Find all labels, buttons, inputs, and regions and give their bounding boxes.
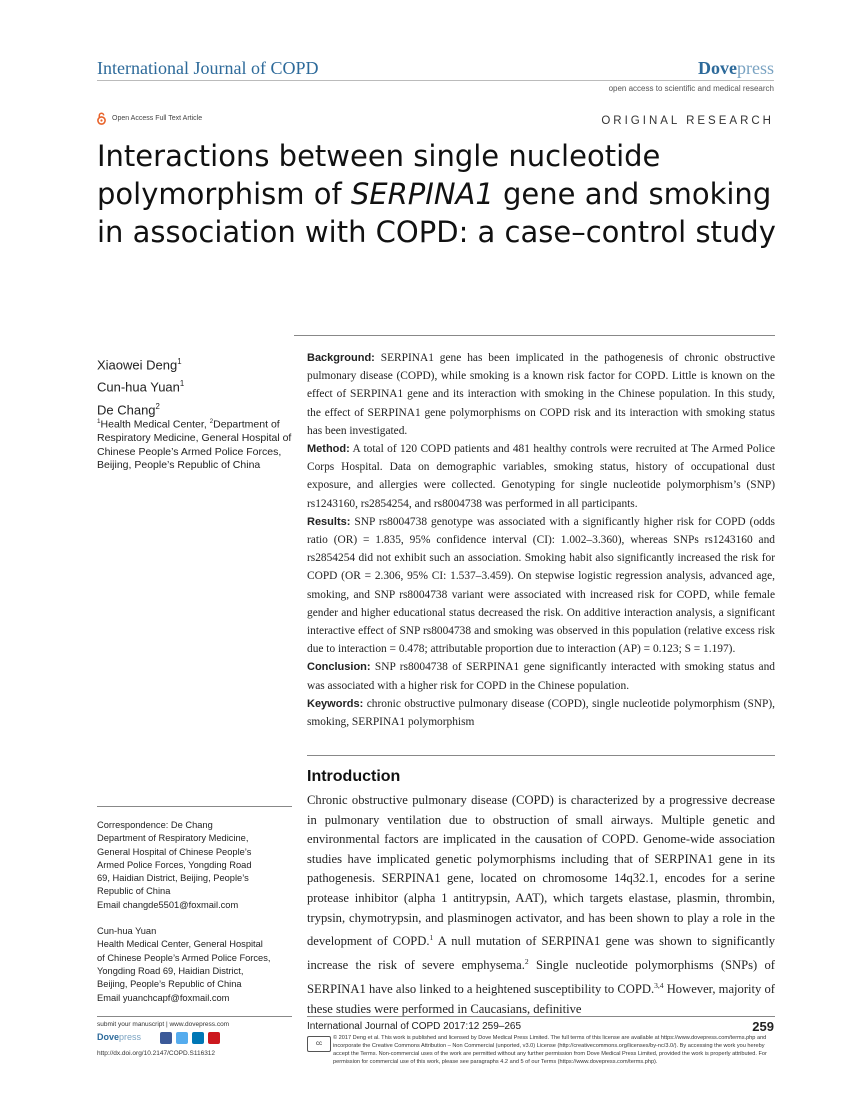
header-rule (97, 80, 774, 81)
abstract-background: Background: SERPINA1 gene has been implicated in the pathogenesis of chronic obstructive pulmonary disease (COPD), while smoking is a known risk factor for COPD. Little is known on the effect of SERPINA1 gene and its interaction with smoking in the Chinese population. In this study, the effect of SERPINA1 gene polymorphisms on COPD risk and its interaction with smoking status has been investigated. (307, 352, 775, 437)
page-number: 259 (752, 1019, 774, 1034)
author[interactable]: De Chang$^2$ (97, 401, 160, 417)
publisher-logo-bold: Dove (698, 58, 737, 78)
facebook-icon[interactable] (160, 1032, 172, 1044)
footer-rule-left (97, 1016, 292, 1017)
linkedin-icon[interactable] (192, 1032, 204, 1044)
social-links (160, 1032, 220, 1044)
title-gene: SERPINA1 (350, 177, 494, 211)
abstract-method: Method: A total of 120 COPD patients and 481 healthy controls were recruited at The Armed Police Corps Hospital. Data on demographic variables, smoking status, history of occupational dust exposure, and allergies were collected. Genotyping for single nucleotide polymorphism’s (SNP) rs1243160, rs2854254, and rs8004738 was performed in all participants. (307, 443, 775, 510)
publisher-tagline: open access to scientific and medical research (608, 84, 774, 93)
creative-commons-badge[interactable]: cc (307, 1036, 331, 1052)
footer-rule-right (307, 1016, 775, 1017)
correspondence-rule (97, 806, 292, 807)
citation[interactable]: 2 (524, 956, 529, 966)
title-rule (294, 335, 775, 336)
publisher-logo-light: press (737, 58, 774, 78)
affiliations: $^1$Health Medical Center, $^2$Department of Respiratory Medicine, General Hospital of Chinese People’s Armed Police Forces, Beijing, People’s Republic of China (97, 418, 292, 471)
youtube-icon[interactable] (208, 1032, 220, 1044)
journal-name[interactable]: International Journal of COPD (97, 58, 319, 78)
abstract-rule (307, 755, 775, 756)
citation[interactable]: 1 (429, 933, 434, 943)
introduction-body: Chronic obstructive pulmonary disease (COPD) is characterized by a progressive decrease in pulmonary ventilation due to obstruction of small airways. Multiple genetic and environmental factors are implicated in the causation of COPD. Genome-wide association studies have implicated genetic polymorphisms including that of SERPINA1 gene in its pathogenesis. SERPINA1 gene, located on chromosome 14q32.1, encodes for a serine protease inhibitor (alpha 1 antitrypsin, AAT), which targets elastase, plasmin, thrombin, trypsin, chymotrypsin, and plasminogen activator, and has been shown to play a role in the development of COPD.$^1$ A null mutation of SERPINA1 gene was shown to significantly increase the risk of severe emphysema.$^2$ Single nucleotide polymorphisms (SNPs) of SERPINA1 have also linked to a heightened susceptibility to COPD.$^{3,4}$ However, majority of these studies were performed in Caucasians, definitive (307, 793, 775, 1016)
citation[interactable]: 3,4 (654, 980, 664, 990)
doi-link[interactable]: http://dx.doi.org/10.2147/COPD.S116312 (97, 1050, 216, 1057)
abstract (307, 349, 775, 731)
author[interactable]: Cun-hua Yuan$^1$ (97, 379, 185, 395)
abstract-conclusion: Conclusion: SNP rs8004738 of SERPINA1 gene significantly interacted with smoking status and was associated with a higher risk for COPD in the Chinese population. (307, 661, 775, 692)
submit-manuscript-link[interactable]: submit your manuscript | www.dovepress.com (97, 1021, 230, 1028)
title-part-1: Interactions between single nucleotide polymorphism of (97, 139, 661, 211)
open-access-icon (97, 112, 106, 125)
publisher-logo[interactable] (698, 58, 774, 79)
open-access-text: Open Access Full Text Article (112, 115, 203, 122)
email-link[interactable]: Email yuanchcapf@foxmail.com (97, 992, 230, 1003)
twitter-icon[interactable] (176, 1032, 188, 1044)
author[interactable]: Xiaowei Deng$^1$ (97, 357, 182, 373)
abstract-keywords: Keywords: chronic obstructive pulmonary disease (COPD), single nucleotide polymorphism (SNP), smoking, SERPINA1 polymorphism (307, 697, 775, 729)
article-title (97, 137, 777, 251)
title-part-2: gene and smoking in association with COPD: a case–control study (97, 177, 776, 249)
open-access-label (97, 112, 202, 125)
author-list (97, 352, 184, 419)
abstract-results: Results: SNP rs8004738 genotype was associated with a significantly higher risk for COPD (odds ratio (OR) = 1.835, 95% confidence interval (CI): 1.002–3.360), whereas SNPs rs1243160 and rs2854254 did not exhibit such an association. Smoking habit also significantly increased the risk for COPD (OR = 2.306, 95% CI: 1.537–3.459). On stepwise logistic regression analysis, advanced age, smoking, and SNP rs8004738 variant were associated with increased risk for COPD, while female gender and higher educational status decreased the risk. On additive interaction analysis, a significant interactive effect of SNP rs8004738 and smoking was observed in this population (relative excess risk due to interaction = 0.478; attributable proportion due to interaction (AP) = 0.123; S = 1.197). (307, 515, 775, 656)
article-type: ORIGINAL RESEARCH (601, 115, 774, 127)
email-link[interactable]: Email changde5501@foxmail.com (97, 899, 239, 910)
correspondence-block: Correspondence: De Chang Department of Respiratory Medicine, General Hospital of Chinese People’s Armed Police Forces, Yongding Road 69, Haidian District, Beijing, People’s Republic of China Email changde5501@foxmail.com Cun-hua Yuan Health Medical Center, General Hospital of Chinese People’s Armed Police Forces, Yongding Road 69, Haidian District, Beijing, People’s Republic of China Email yuanchcapf@foxmail.com (97, 819, 297, 1005)
introduction-heading: Introduction (307, 768, 401, 785)
footer-publisher-logo[interactable]: Dovepress (97, 1032, 142, 1042)
journal-citation: International Journal of COPD 2017:12 259–265 (307, 1021, 522, 1032)
license-text: © 2017 Deng et al. This work is published and licensed by Dove Medical Press Limited. The full terms of this license are available at https://www.dovepress.com/terms.php and incorporate the Creative Commons Attribution – Non Commercial (unported, v3.0) License (http://creativecommons.org/licenses/by-nc/3.0/). By accessing the work you hereby accept the Terms. Non-commercial uses of the work are permitted without any further permission from Dove Medical Press Limited, provided the work is properly attributed. For permission for commercial use of this work, please see paragraphs 4.2 and 5 of our Terms (https://www.dovepress.com/terms.php). (333, 1035, 767, 1065)
